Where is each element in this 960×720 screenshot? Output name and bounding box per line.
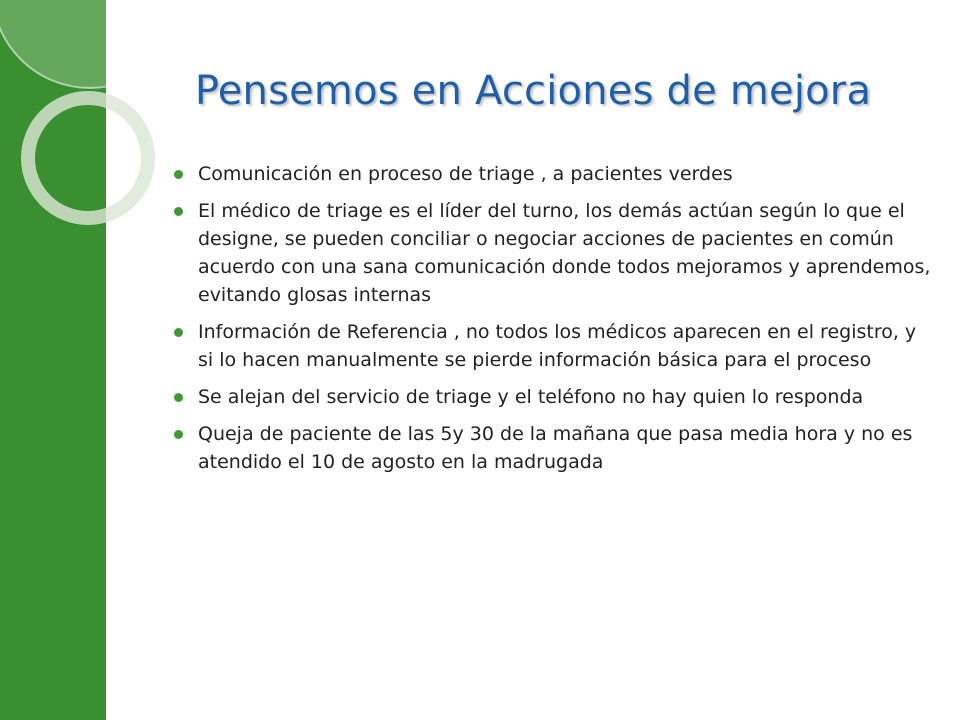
bullet-icon [174, 170, 183, 179]
bullet-text: Comunicación en proceso de triage , a pacientes verdes [198, 163, 733, 185]
bullet-text: Queja de paciente de las 5y 30 de la mañana que pasa media hora y no es atendido el 10 de agosto en la madrugada [198, 423, 913, 473]
bullet-icon [174, 328, 183, 337]
bullet-item [164, 197, 934, 309]
bullet-list [164, 160, 934, 485]
bullet-icon [174, 393, 183, 402]
bullet-text: Información de Referencia , no todos los médicos aparecen en el registro, y si lo hacen manualmente se pierde información básica para el proceso [198, 321, 917, 371]
bullet-item [164, 318, 934, 374]
bullet-item [164, 383, 934, 411]
bullet-icon [174, 430, 183, 439]
bullet-text: El médico de triage es el líder del turno, los demás actúan según lo que el designe, se pueden conciliar o negociar acciones de pacientes en común acuerdo con una sana comunicación donde todos mejoramos y aprendemos, evitando glosas internas [198, 200, 931, 306]
slide-title: Pensemos en Acciones de mejora [194, 68, 872, 114]
bullet-item [164, 420, 934, 476]
bullet-item [164, 160, 934, 188]
bullet-icon [174, 207, 183, 216]
bullet-text: Se alejan del servicio de triage y el teléfono no hay quien lo responda [198, 386, 864, 408]
green-sidebar [0, 0, 106, 720]
